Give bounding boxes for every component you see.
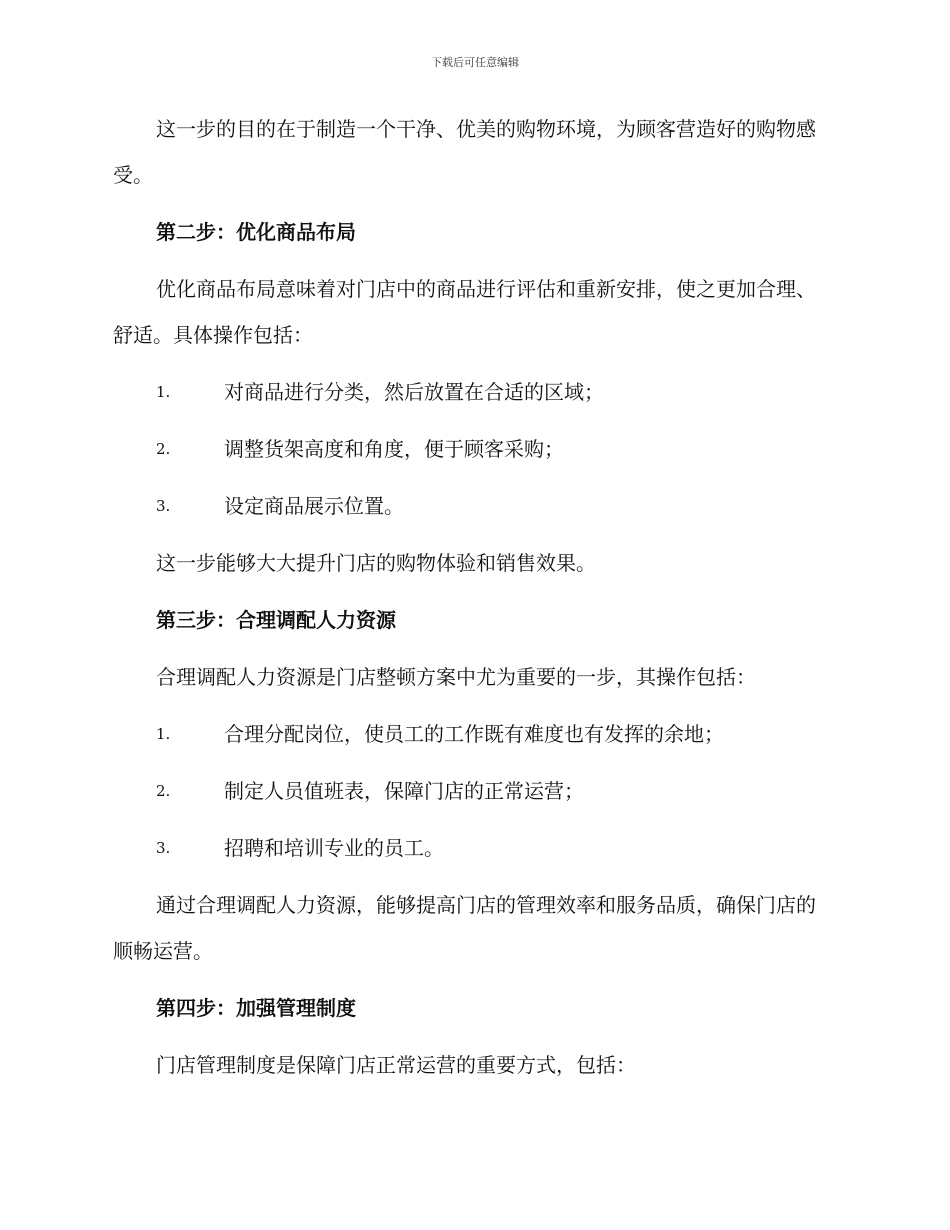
list-item — [113, 483, 833, 529]
list-text: 对商品进行分类，然后放置在合适的区域； — [224, 380, 604, 404]
list-item — [113, 768, 833, 814]
heading-step-three: 第三步：合理调配人力资源 — [156, 608, 396, 632]
list-number: 1. — [156, 725, 171, 743]
list-text: 设定商品展示位置。 — [224, 494, 404, 518]
paragraph-hr-intro: 合理调配人力资源是门店整顿方案中尤为重要的一步，其操作包括： — [156, 665, 756, 689]
list-text: 制定人员值班表，保障门店的正常运营； — [224, 779, 584, 803]
paragraph-layout-summary: 这一步能够大大提升门店的购物体验和销售效果。 — [156, 551, 596, 575]
paragraph-management-intro: 门店管理制度是保障门店正常运营的重要方式，包括： — [156, 1053, 636, 1077]
list-number: 3. — [156, 497, 171, 515]
document-body — [113, 106, 833, 1099]
list-number: 2. — [156, 782, 171, 800]
page-header: 下载后可任意编辑 — [431, 56, 519, 69]
paragraph-hr-summary: 通过合理调配人力资源，能够提高门店的管理效率和服务品质，确保门店的顺畅运营。 — [113, 893, 816, 963]
list-item — [113, 711, 833, 757]
list-item — [113, 426, 833, 472]
paragraph-intro: 这一步的目的在于制造一个干净、优美的购物环境，为顾客营造好的购物感受。 — [113, 117, 816, 187]
list-number: 2. — [156, 440, 171, 458]
list-text: 调整货架高度和角度，便于顾客采购； — [224, 437, 564, 461]
list-number: 3. — [156, 839, 171, 857]
list-text: 合理分配岗位，使员工的工作既有难度也有发挥的余地； — [224, 722, 724, 746]
heading-step-four: 第四步：加强管理制度 — [156, 996, 356, 1020]
list-item — [113, 825, 833, 871]
list-number: 1. — [156, 383, 171, 401]
list-item — [113, 369, 833, 415]
list-text: 招聘和培训专业的员工。 — [224, 836, 444, 860]
paragraph-layout-intro: 优化商品布局意味着对门店中的商品进行评估和重新安排，使之更加合理、舒适。具体操作包括： — [113, 277, 816, 347]
heading-step-two: 第二步：优化商品布局 — [156, 220, 356, 244]
